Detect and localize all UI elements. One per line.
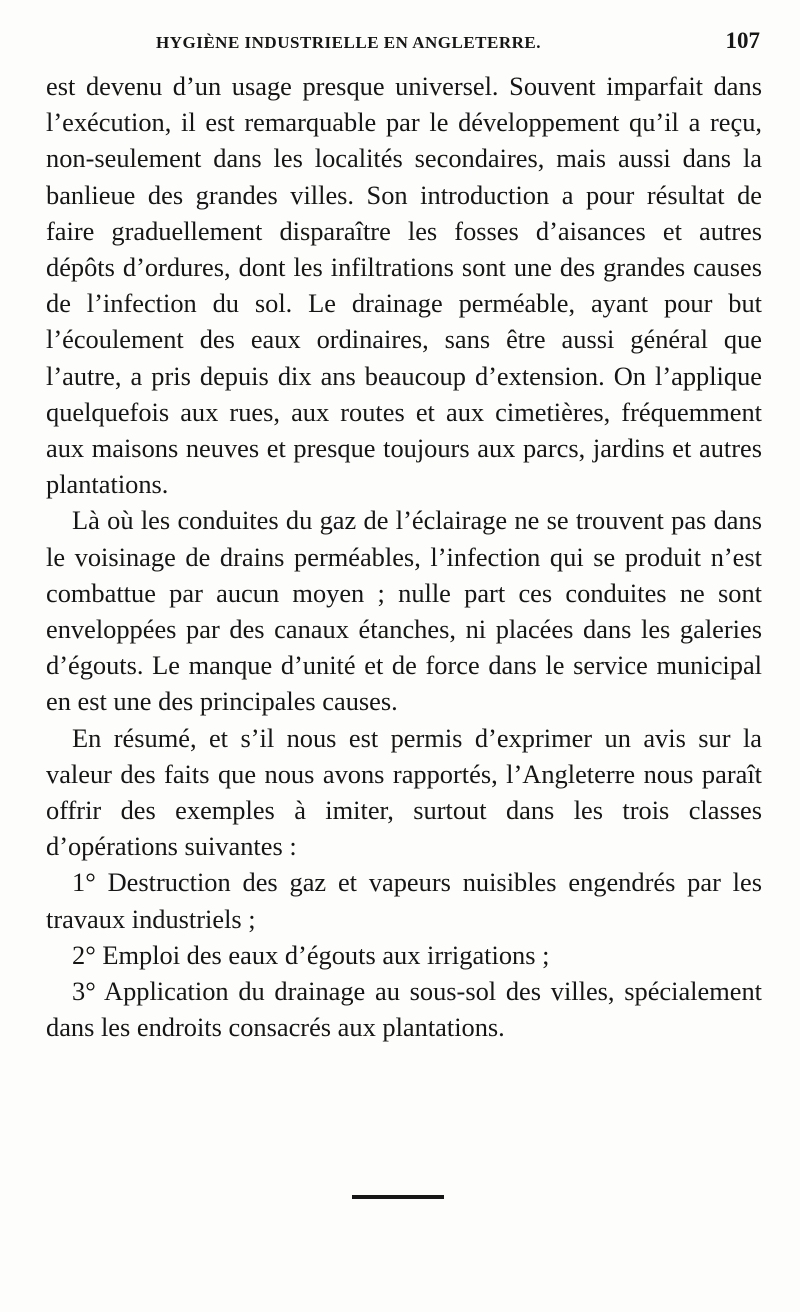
body-text [46, 68, 762, 1045]
list-item-2: 2° Emploi des eaux d’égouts aux irrigations ; [72, 939, 550, 970]
paragraph-drainage: est devenu d’un usage presque universel. Souvent imparfait dans l’exécution, il est remarquable par le développement qu’il a reçu, non-seulement dans les localités secondaires, mais aussi dans la banlieue des grandes villes. Son introduction a pour résultat de faire graduellement disparaître les fosses d’aisances et autres dépôts d’ordures, dont les infiltrations sont une des grandes causes de l’infection du sol. Le drainage perméable, ayant pour but l’écoulement des eaux ordinaires, sans être aussi général que l’autre, a pris depuis dix ans beaucoup d’extension. On l’applique quelquefois aux rues, aux routes et aux cimetières, fréquemment aux maisons neuves et presque toujours aux parcs, jardins et autres plantations. [46, 71, 762, 500]
closing-rule [352, 1195, 444, 1199]
paragraph-summary: En résumé, et s’il nous est permis d’exprimer un avis sur la valeur des faits que nous avons rapportés, l’Angleterre nous paraît offrir des exemples à imiter, surtout dans les trois classes d’opérations suivantes : [46, 722, 762, 862]
running-title: HYGIÈNE INDUSTRIELLE EN ANGLETERRE. [156, 33, 541, 52]
running-head [156, 28, 762, 68]
list-item-1: 1° Destruction des gaz et vapeurs nuisibles engendrés par les travaux industriels ; [46, 867, 762, 934]
list-item-3: 3° Application du drainage au sous-sol des villes, spécialement dans les endroits consacrés aux plantations. [46, 976, 762, 1043]
paragraph-gas-conduits: Là où les conduites du gaz de l’éclairage ne se trouvent pas dans le voisinage de drains perméables, l’infection qui se produit n’est combattue par aucun moyen ; nulle part ces conduites ne sont enveloppées par des canaux étanches, ni placées dans les galeries d’égouts. Le manque d’unité et de force dans le service municipal en est une des principales causes. [46, 505, 762, 717]
page-number: 107 [725, 28, 760, 53]
